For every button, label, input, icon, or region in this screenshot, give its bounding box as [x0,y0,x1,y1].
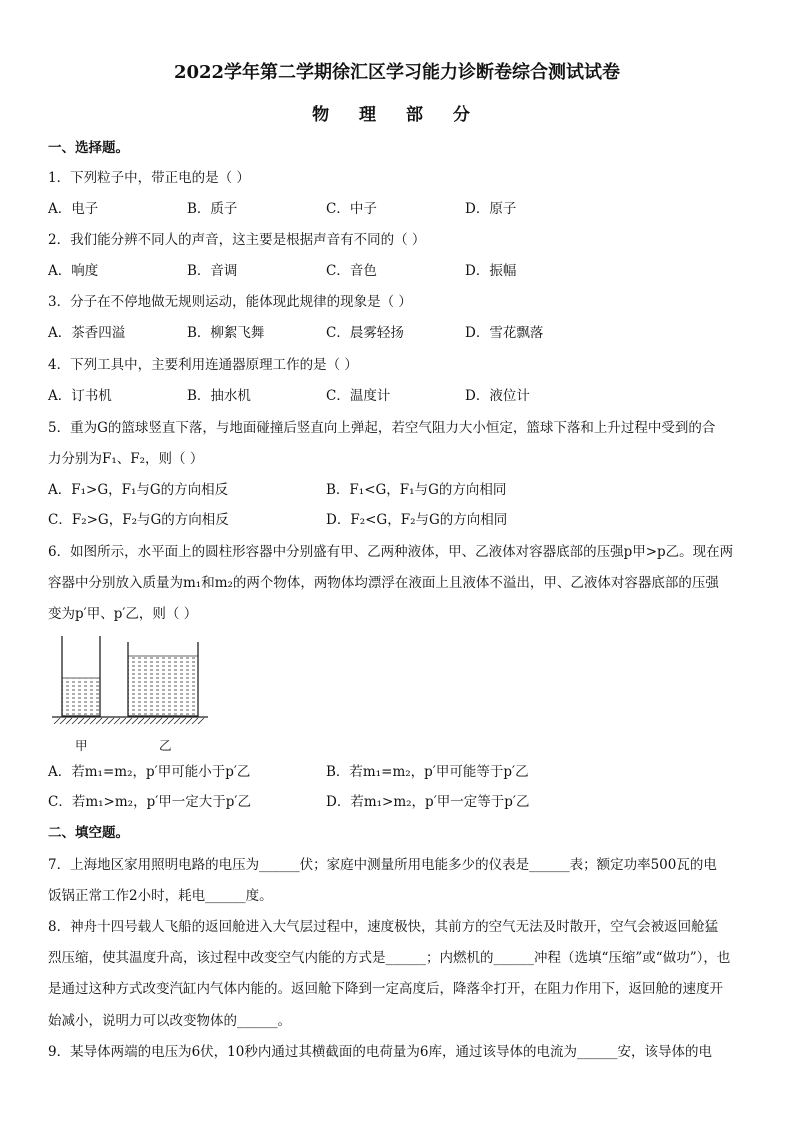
question-6-option-b: B．若m₁=m₂，p′甲可能等于p′乙 [326,764,529,780]
question-1-option-b: B．质子 [187,201,238,217]
question-4-option-d: D．液位计 [465,388,530,404]
question-4-option-c: C．温度计 [326,388,391,404]
question-5-option-c: C．F₂>G，F₂与G的方向相反 [48,512,229,528]
question-1-option-d: D．原子 [465,201,517,217]
question-5-option-a: A．F₁>G，F₁与G的方向相反 [48,482,229,498]
question-2-option-b: B．音调 [187,263,238,279]
question-5-stem-line-2: 力分别为F₁、F₂，则（ ） [48,451,204,467]
question-8-line-2: 烈压缩，使其温度升高，该过程中改变空气内能的方式是______；内燃机的______冲程（选填“压缩”或“做功”），也 [48,950,731,966]
question-6-stem-line-2: 容器中分别放入质量为m₁和m₂的两个物体，两物体均漂浮在液面上且液体不溢出，甲、乙液体对容器底部的压强 [48,575,719,591]
question-2-stem: 2．我们能分辨不同人的声音，这主要是根据声音有不同的（ ） [48,232,426,248]
question-6-stem-line-1: 6．如图所示，水平面上的圆柱形容器中分别盛有甲、乙两种液体，甲、乙液体对容器底部的压强p甲>p乙。现在两 [48,544,734,560]
question-4-stem: 4．下列工具中，主要利用连通器原理工作的是（ ） [48,357,358,373]
figure-label-jia: 甲 [75,738,88,753]
question-4-option-b: B．抽水机 [187,388,251,404]
figure-label-yi: 乙 [159,738,172,753]
question-3-option-c: C．晨雾轻扬 [326,325,404,341]
question-1-option-a: A．电子 [48,201,99,217]
exam-subtitle: 物 理 部 分 [312,105,482,125]
question-9-line-1: 9．某导体两端的电压为6伏，10秒内通过其横截面的电荷量为6库，通过该导体的电流为______安，该导体的电 [48,1044,712,1060]
ground-hatching [54,718,204,724]
question-4-option-a: A．订书机 [48,388,112,404]
question-8-line-1: 8．神舟十四号载人飞船的返回舱进入大气层过程中，速度极快，其前方的空气无法及时散开，空气会被返回舱猛 [48,919,719,935]
question-3-option-b: B．柳絮飞舞 [187,325,265,341]
question-2-option-d: D．振幅 [465,263,517,279]
question-3-option-a: A．茶香四溢 [48,325,126,341]
question-6-option-a: A．若m₁=m₂，p′甲可能小于p′乙 [48,764,251,780]
exam-title: 2022学年第二学期徐汇区学习能力诊断卷综合测试试卷 [173,62,621,83]
question-3-option-d: D．雪花飘落 [465,325,544,341]
liquid-jia [62,678,100,716]
question-2-option-c: C．音色 [326,263,377,279]
question-7-line-1: 7．上海地区家用照明电路的电压为______伏；家庭中测量所用电能多少的仪表是______表；额定功率500瓦的电 [48,857,717,873]
question-6-stem-line-3: 变为p′甲、p′乙，则（ ） [48,606,198,622]
question-7-line-2: 饭锅正常工作2小时，耗电______度。 [48,888,273,904]
question-1-option-c: C．中子 [326,201,377,217]
question-6-option-d: D．若m₁>m₂，p′甲一定等于p′乙 [326,794,530,810]
question-5-stem-line-1: 5．重为G的篮球竖直下落，与地面碰撞后竖直向上弹起，若空气阻力大小恒定，篮球下落和上升过程中受到的合 [48,420,716,436]
question-5-option-d: D．F₂<G，F₂与G的方向相同 [326,512,508,528]
question-2-option-a: A．响度 [48,263,99,279]
question-8-line-3: 是通过这种方式改变汽缸内气体内能的。返回舱下降到一定高度后，降落伞打开，在阻力作用下，返回舱的速度开 [48,981,723,997]
container-diagram [48,632,218,753]
question-1-stem: 1．下列粒子中，带正电的是（ ） [48,170,250,186]
question-8-line-4: 始减小，说明力可以改变物体的______。 [48,1013,291,1029]
question-6-option-c: C．若m₁>m₂，p′甲一定大于p′乙 [48,794,251,810]
section-heading-choice: 一、选择题。 [48,140,129,156]
liquid-yi [128,656,198,716]
container-diagram-svg [48,632,218,728]
section-heading-fill: 二、填空题。 [48,825,129,841]
question-3-stem: 3．分子在不停地做无规则运动，能体现此规律的现象是（ ） [48,294,412,310]
question-5-option-b: B．F₁<G，F₁与G的方向相同 [326,482,507,498]
